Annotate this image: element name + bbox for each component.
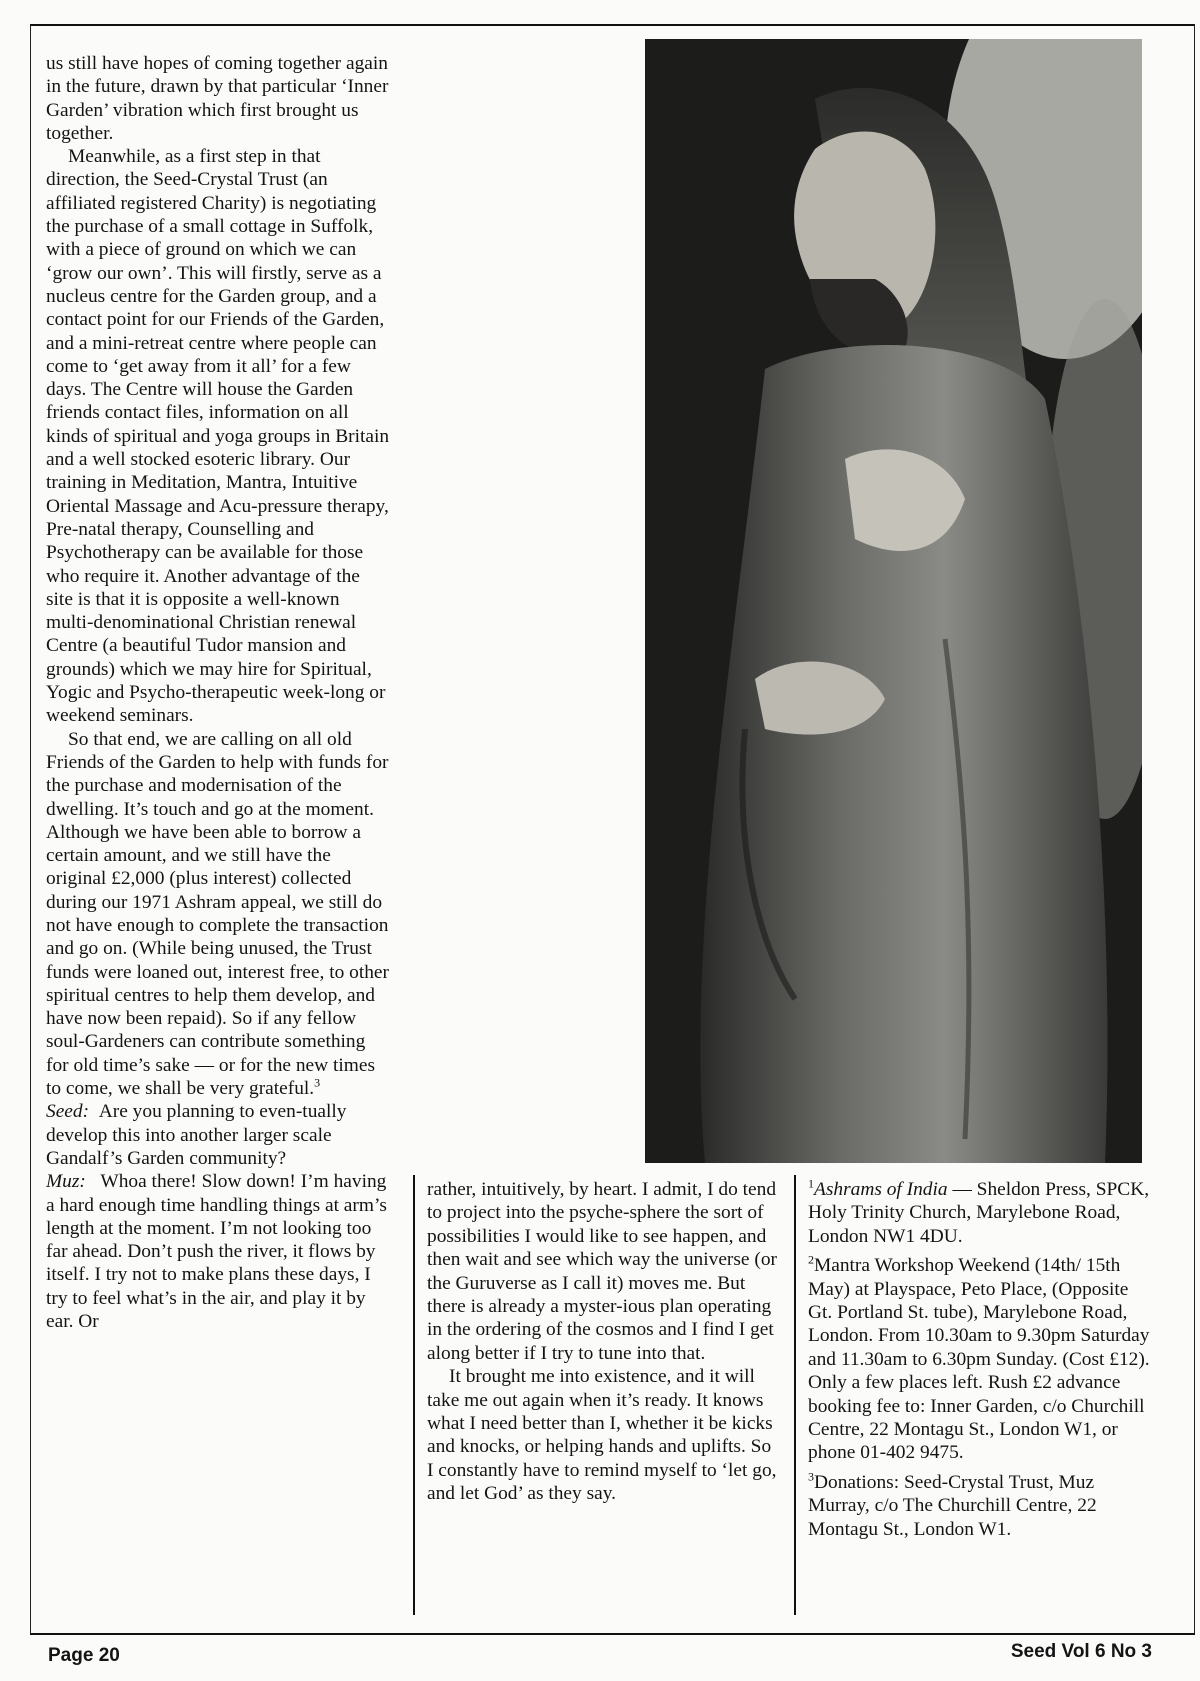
footnote-2-number: 2 <box>808 1252 814 1267</box>
paragraph-intro: us still have hopes of coming together again in the future, drawn by that particular ‘Inner Garden’ vibration which first brought us together. <box>46 53 389 144</box>
answer-muz <box>46 1170 391 1333</box>
footnote-2 <box>808 1254 1153 1465</box>
footnote-1-title: Ashrams of India <box>814 1179 948 1200</box>
question-seed <box>46 1100 391 1170</box>
footnote-3 <box>808 1471 1153 1541</box>
footnote-1-text: — Sheldon Press, SPCK, Holy Trinity Church, Marylebone Road, London NW1 4DU. <box>808 1179 1150 1247</box>
portrait-photo <box>645 39 1142 1163</box>
footnote-ref-3: 3 <box>314 1075 321 1090</box>
paragraph-existence: It brought me into existence, and it will take me out again when it’s ready. It knows what I need better than I, whether it be kicks and knocks, or helping hands and uplifts. So I constantly have to remind myself to ‘let go, and let God’ as they say. <box>427 1366 777 1505</box>
footnote-3-text: Donations: Seed-Crystal Trust, Muz Murray, c/o The Churchill Centre, 22 Montagu St., London W1. <box>808 1471 1097 1540</box>
footnotes-column <box>808 1178 1153 1547</box>
portrait-illustration <box>645 39 1142 1163</box>
footnote-1-number: 1 <box>808 1176 814 1191</box>
paragraph-intuition: rather, intuitively, by heart. I admit, I do tend to project into the psyche-sphere the sort of possibilities I would like to see happen, and then wait and see which way the universe (or the Guruverse as I call it) moves me. But there is already a myster-ious plan operating in the ordering of the cosmos and I find I get along better if I try to tune into that. <box>427 1179 777 1364</box>
footnote-2-text: Mantra Workshop Weekend (14th/ 15th May) at Playspace, Peto Place, (Opposite Gt. Portland St. tube), Marylebone Road, London. From 10.30am to 9.30pm Saturday and 11.30am to 6.30pm Sunday. (Cost £12). Only a few places left. Rush £2 advance booking fee to: Inner Garden, c/o Churchill Centre, 22 Montagu St., London W1, or phone 01-402 9475. <box>808 1255 1150 1464</box>
speaker-seed: Seed: <box>46 1101 90 1123</box>
paragraph-seed-crystal-trust: Meanwhile, as a first step in that direction, the Seed-Crystal Trust (an affiliated registered Charity) is negotiating the purchase of a small cottage in Suffolk, with a piece of ground on which we can ‘grow our own’. This will firstly, serve as a nucleus centre for the Garden group, and a contact point for our Friends of the Garden, and a mini-retreat centre where people can come to ‘get away from it all’ for a few days. The Centre will house the Garden friends contact files, information on all kinds of spiritual and yoga groups in Britain and a well stocked esoteric library. Our training in Meditation, Mantra, Intuitive Oriental Massage and Acu-pressure therapy, Pre-natal therapy, Counselling and Psychotherapy can be available for those who require it. Another advantage of the site is that it is opposite a well-known multi-denominational Christian renewal Centre (a beautiful Tudor mansion and grounds) which we may hire for Spiritual, Yogic and Psycho-therapeutic week-long or weekend seminars. <box>46 146 390 727</box>
answer-text: Whoa there! Slow down! I’m having a hard enough time handling things at arm’s length at the moment. I’m not looking too far ahead. Don’t push the river, it flows by itself. I try not to make plans these days, I try to feel what’s in the air, and play it by ear. Or <box>46 1171 387 1333</box>
appeal-text: So that end, we are calling on all old Friends of the Garden to help with funds for the purchase and modernisation of the dwelling. It’s touch and go at the moment. Although we have been able to borrow a certain amount, and we still have the original £2,000 (plus interest) collected during our 1971 Ashram appeal, we still do not have enough to complete the transaction and go on. (While being unused, the Trust funds were loaned out, interest free, to other spiritual centres to help them develop, and have now been repaid). So if any fellow soul-Gardeners can contribute something for old time’s sake — or for the new times to come, we shall be very grateful. <box>46 728 389 1100</box>
column-divider-left <box>413 1175 415 1615</box>
speaker-muz: Muz: <box>46 1171 86 1193</box>
column-divider-right <box>794 1175 796 1615</box>
paragraph-appeal <box>46 728 391 1101</box>
middle-column <box>427 1178 782 1506</box>
footnote-1 <box>808 1178 1153 1248</box>
issue-label: Seed Vol 6 No 3 <box>1010 1641 1152 1662</box>
question-text: Are you planning to even-tually develop this into another larger scale Gandalf’s Garden community? <box>46 1101 347 1169</box>
footnote-3-number: 3 <box>808 1469 814 1484</box>
left-column <box>46 52 391 1333</box>
page-number: Page 20 <box>48 1645 120 1666</box>
